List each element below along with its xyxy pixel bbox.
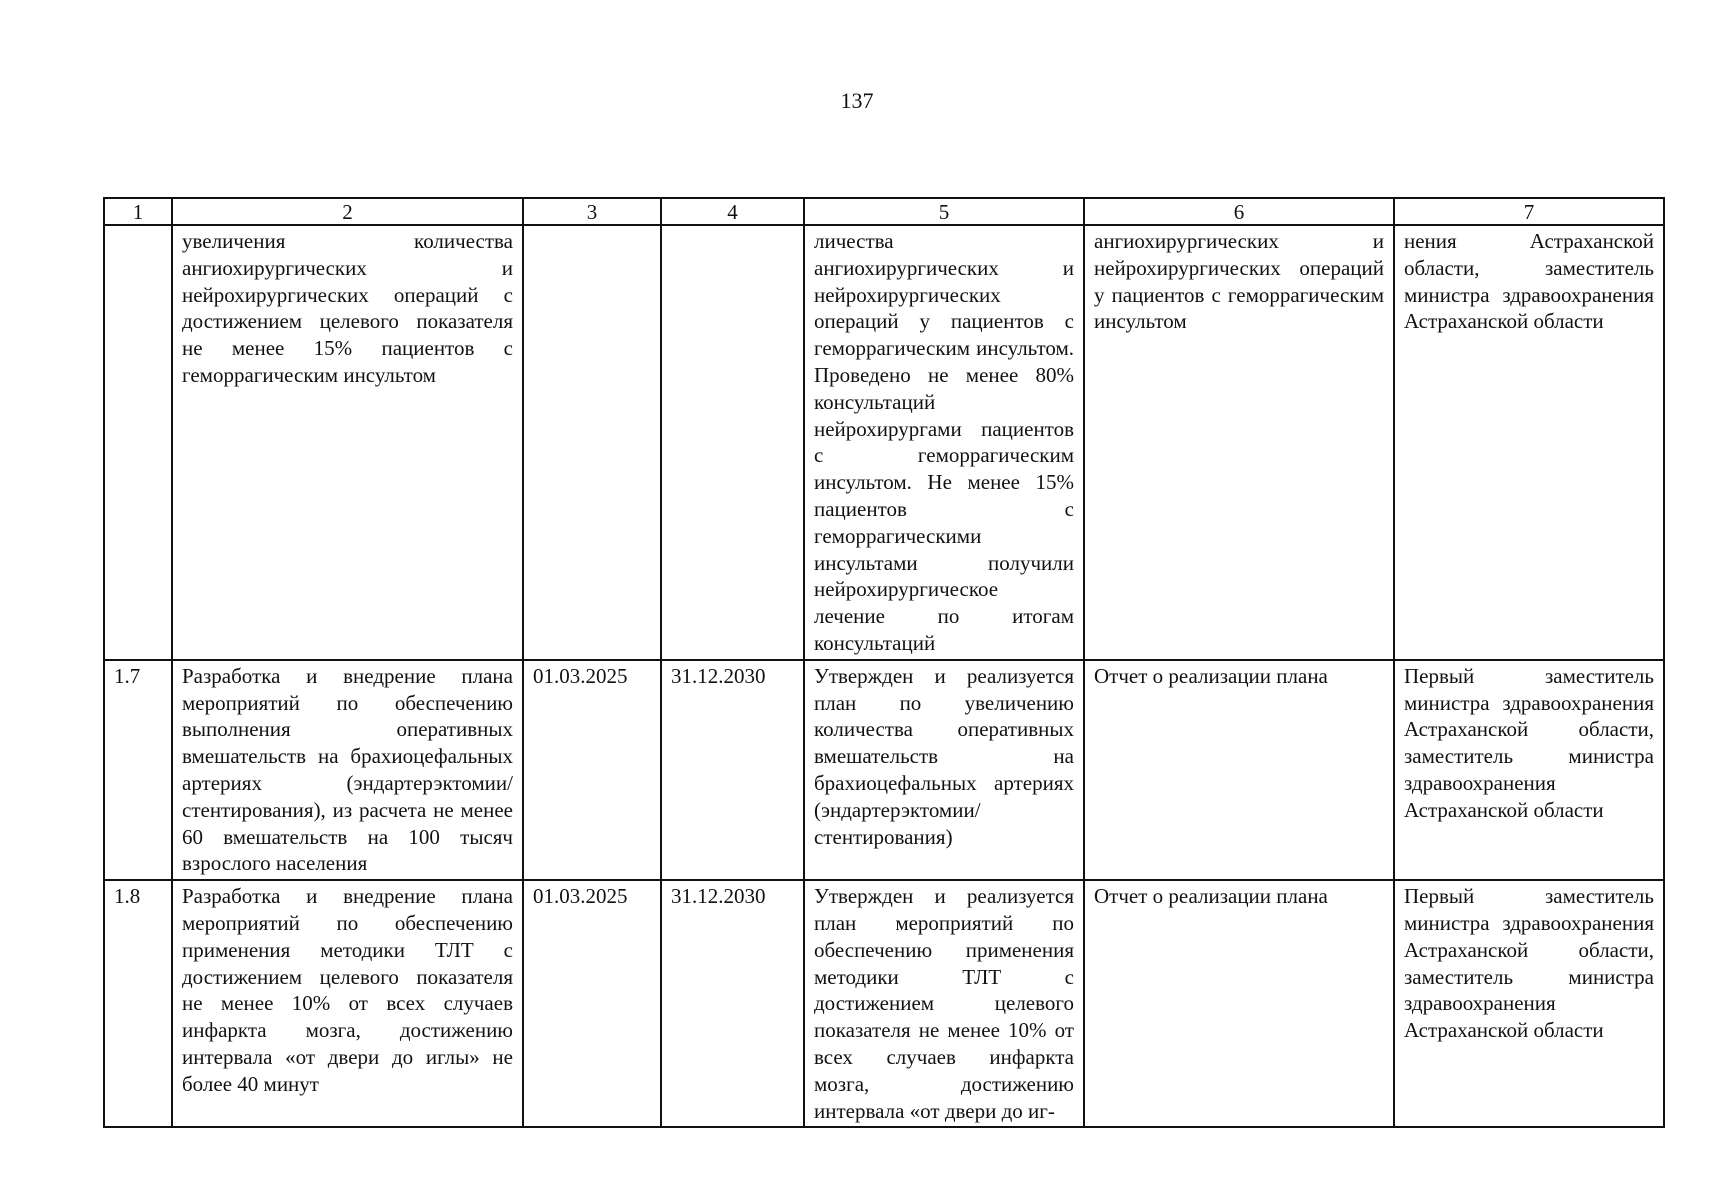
event-description: Разработка и внедрение плана мероприятий по обеспечению выполнения оперативных вмешательств на брахиоцефальных артериях (эндартерэктомии/ стентирования), из расчета не менее 60 вмешательств на 100 тысяч взрослого населения [172,660,523,880]
page-number: 137 [840,88,874,113]
expected-result: личества ангиохирургических и нейрохирургических операций у пациентов с геморрагическим инсультом. Проведено не менее 80% консультаций нейрохирургами пациентов с геморрагическим инсультом. Не менее 15% пациентов с геморрагическими инсультами получили нейрохирургическое лечение по итогам консультаций [804,225,1084,660]
column-header-1: 1 [104,198,172,225]
control-document: Отчет о реализации плана [1084,880,1394,1127]
row-number: 1.8 [104,880,172,1127]
expected-result: Утвержден и реализуется план по увеличению количества оперативных вмешательств на брахиоцефальных артериях (эндартерэктомии/ стентирования) [804,660,1084,880]
column-header-4: 4 [661,198,804,225]
start-date [523,225,661,660]
end-date: 31.12.2030 [661,660,804,880]
event-description: увеличения количества ангиохирургических и нейрохирургических операций с достижением целевого показателя не менее 15% пациентов с геморрагическим инсультом [172,225,523,660]
start-date: 01.03.2025 [523,880,661,1127]
start-date: 01.03.2025 [523,660,661,880]
control-document: Отчет о реализации плана [1084,660,1394,880]
row-number [104,225,172,660]
responsible-person: Первый заместитель министра здравоохранения Астраханской области, заместитель министра здравоохранения Астраханской области [1394,660,1664,880]
control-document: ангиохирургических и нейрохирургических операций у пациентов с геморрагическим инсультом [1084,225,1394,660]
end-date [661,225,804,660]
activity-table [103,197,1665,1128]
table-row [104,660,1664,880]
table-row [104,225,1664,660]
table-header-row [104,198,1664,225]
column-header-2: 2 [172,198,523,225]
responsible-person: Первый заместитель министра здравоохранения Астраханской области, заместитель министра здравоохранения Астраханской области [1394,880,1664,1127]
row-number: 1.7 [104,660,172,880]
expected-result: Утвержден и реализуется план мероприятий по обеспечению применения методики ТЛТ с достижением целевого показателя не менее 10% от всех случаев инфаркта мозга, достижению интервала «от двери до иг- [804,880,1084,1127]
end-date: 31.12.2030 [661,880,804,1127]
responsible-person: нения Астраханской области, заместитель министра здравоохранения Астраханской области [1394,225,1664,660]
column-header-7: 7 [1394,198,1664,225]
column-header-5: 5 [804,198,1084,225]
table-row [104,880,1664,1127]
column-header-3: 3 [523,198,661,225]
column-header-6: 6 [1084,198,1394,225]
event-description: Разработка и внедрение плана мероприятий по обеспечению применения методики ТЛТ с достижением целевого показателя не менее 10% от всех случаев инфаркта мозга, достижению интервала «от двери до иглы» не более 40 минут [172,880,523,1127]
